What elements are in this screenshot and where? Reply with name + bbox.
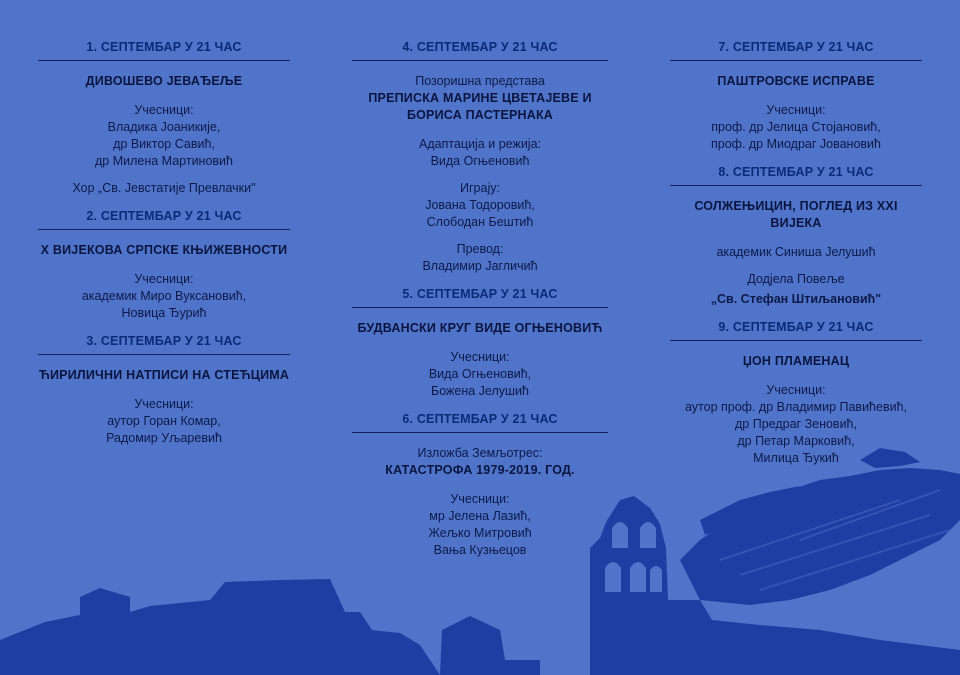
spacer — [352, 231, 608, 241]
participant-line: Додјела Повеље — [747, 272, 845, 286]
event-date: 6. СЕПТЕМБАР У 21 ЧАС — [352, 412, 608, 433]
participant-line: Учесници: — [766, 103, 826, 117]
participant-line: др Предраг Зеновић, — [735, 417, 857, 431]
event-title-line: СОЛЖЕЊИЦИН, ПОГЛЕД ИЗ XXI ВИЈЕКА — [694, 199, 898, 230]
event-type: Позоришна представа — [415, 74, 545, 88]
event-block — [38, 334, 290, 447]
participant-line: Владимир Јагличић — [422, 259, 538, 273]
column-middle — [352, 40, 608, 571]
event-block — [352, 412, 608, 559]
participant-line: академик Синиша Јелушић — [716, 245, 876, 259]
participant-line: Милица Ђукић — [753, 451, 839, 465]
participant-line: Играју: — [460, 181, 500, 195]
participant-line: Учесници: — [134, 103, 194, 117]
event-title-line: X ВИЈЕКОВА СРПСКЕ КЊИЖЕВНОСТИ — [40, 243, 288, 257]
participant-line: Учесници: — [134, 397, 194, 411]
participant-line: Учесници: — [450, 350, 510, 364]
event-title — [38, 367, 290, 384]
event-block — [670, 40, 922, 153]
participant-line: проф. др Миодраг Јовановић — [710, 137, 881, 151]
column-left — [38, 40, 290, 459]
participant-line: Вида Огњеновић, — [428, 367, 532, 381]
event-block — [670, 165, 922, 308]
event-block — [352, 40, 608, 275]
participant-line: Радомир Уљаревић — [106, 431, 222, 445]
event-title — [38, 73, 290, 90]
participant-line: Учесници: — [450, 492, 510, 506]
event-title-line: ПРЕПИСКА МАРИНЕ ЦВЕТАЈЕВЕ И — [368, 91, 592, 105]
event-title — [352, 462, 608, 479]
spacer — [670, 261, 922, 271]
event-date: 1. СЕПТЕМБАР У 21 ЧАС — [38, 40, 290, 61]
event-date: 4. СЕПТЕМБАР У 21 ЧАС — [352, 40, 608, 61]
participant-line: мр Јелена Лазић, — [429, 509, 531, 523]
participant-line: проф. др Јелица Стојановић, — [711, 120, 881, 134]
event-date: 5. СЕПТЕМБАР У 21 ЧАС — [352, 287, 608, 308]
participant-line: Вида Огњеновић — [430, 154, 530, 168]
event-title-line: ЏОН ПЛАМЕНАЦ — [742, 354, 850, 368]
participant-line: Вања Кузњецов — [433, 543, 527, 557]
spacer — [38, 170, 290, 180]
participant-line: аутор проф. др Владимир Павићевић, — [684, 400, 907, 414]
event-date: 3. СЕПТЕМБАР У 21 ЧАС — [38, 334, 290, 355]
event-title — [670, 73, 922, 90]
event-title — [670, 353, 922, 370]
column-right — [670, 40, 922, 479]
event-title-line: КАТАСТРОФА 1979-2019. ГОД. — [385, 463, 575, 477]
participant-line: др Петар Марковић, — [737, 434, 855, 448]
participant-line: др Милена Мартиновић — [94, 154, 233, 168]
event-block — [38, 40, 290, 197]
participant-line: Слободан Бештић — [426, 215, 534, 229]
event-title-line: ЋИРИЛИЧНИ НАТПИСИ НА СТЕЋЦИМА — [38, 368, 290, 382]
event-title — [670, 198, 922, 232]
award-name: „Св. Стефан Штиљановић" — [710, 292, 882, 306]
participant-line: Учесници: — [134, 272, 194, 286]
participant-line: Хор „Св. Јевстатије Превлачки" — [72, 181, 256, 195]
event-title-line: ПАШТРОВСКЕ ИСПРАВЕ — [717, 74, 875, 88]
spacer — [352, 170, 608, 180]
event-title-line: БОРИСА ПАСТЕРНАКА — [406, 108, 554, 122]
event-block — [38, 209, 290, 322]
event-block — [670, 320, 922, 467]
participant-line: академик Миро Вуксановић, — [81, 289, 247, 303]
event-type: Изложба Земљотрес: — [417, 446, 543, 460]
event-date: 8. СЕПТЕМБАР У 21 ЧАС — [670, 165, 922, 186]
event-date: 7. СЕПТЕМБАР У 21 ЧАС — [670, 40, 922, 61]
participant-line: Новица Ђурић — [121, 306, 207, 320]
participant-line: др Виктор Савић, — [113, 137, 215, 151]
event-title — [352, 320, 608, 337]
event-title-line: БУДВАНСКИ КРУГ ВИДЕ ОГЊЕНОВИЋ — [357, 321, 603, 335]
event-title — [352, 90, 608, 124]
event-title — [38, 242, 290, 259]
event-date: 2. СЕПТЕМБАР У 21 ЧАС — [38, 209, 290, 230]
participant-line: Превод: — [456, 242, 504, 256]
event-title-line: ДИВОШЕВО ЈЕВАЂЕЉЕ — [85, 74, 243, 88]
participant-line: Владика Јоаникије, — [107, 120, 221, 134]
participant-line: Божена Јелушић — [431, 384, 529, 398]
participant-line: Адаптација и режија: — [419, 137, 541, 151]
participant-line: Јована Тодоровић, — [425, 198, 535, 212]
event-block — [352, 287, 608, 400]
participant-line: Жељко Митровић — [428, 526, 532, 540]
participant-line: Учесници: — [766, 383, 826, 397]
participant-line: аутор Горан Комар, — [107, 414, 221, 428]
event-date: 9. СЕПТЕМБАР У 21 ЧАС — [670, 320, 922, 341]
